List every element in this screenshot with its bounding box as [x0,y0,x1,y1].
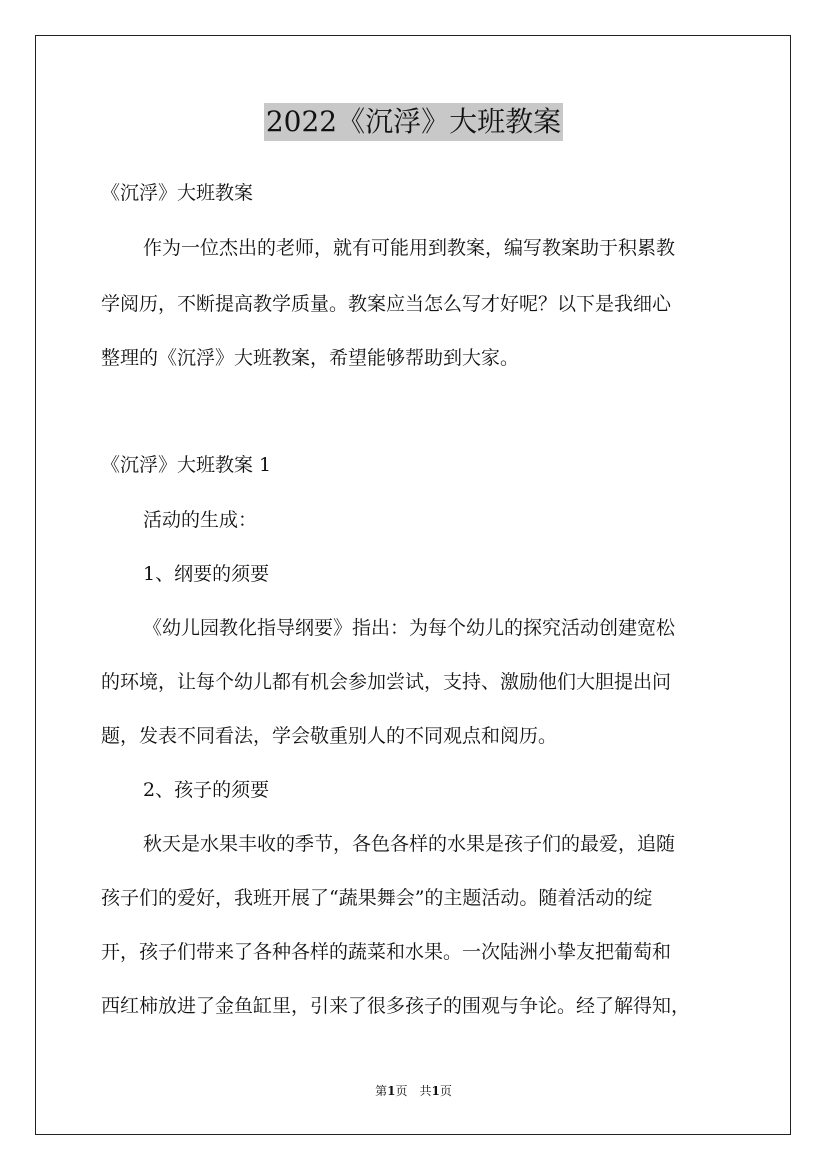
activity-heading: 活动的生成： [143,509,258,531]
document-title: 2022《沉浮》大班教案 [264,103,563,141]
point1-heading: 1、纲要的须要 [143,563,270,585]
point1-line-1: 《幼儿园教化指导纲要》指出：为每个幼儿的探究活动创建宽松 [143,617,676,639]
footer-page-number: 1 [387,1084,396,1098]
section1-heading: 《沉浮》大班教案 1 [101,454,272,476]
point1-line-3: 题，发表不同看法，学会敬重别人的不同观点和阅历。 [101,725,558,747]
point2-heading: 2、孩子的须要 [143,779,270,801]
point2-line-3: 开，孩子们带来了各种各样的蔬菜和水果。一次陆洲小挚友把葡萄和 [101,941,672,963]
intro-line-2: 学阅历，不断提高教学质量。教案应当怎么写才好呢？以下是我细心 [101,293,672,315]
point2-line-1: 秋天是水果丰收的季节，各色各样的水果是孩子们的最爱，追随 [143,833,676,855]
footer-mid: 页 共 [395,1084,432,1098]
intro-line-1: 作为一位杰出的老师，就有可能用到教案，编写教案助于积累教 [143,237,676,259]
footer-prefix: 第 [375,1084,388,1098]
title-wrap [0,103,827,141]
page-footer [0,1083,827,1099]
point2-line-2: 孩子们的爱好，我班开展了“蔬果舞会”的主题活动。随着活动的绽 [101,887,653,909]
intro-line-3: 整理的《沉浮》大班教案，希望能够帮助到大家。 [101,347,520,369]
point1-line-2: 的环境，让每个幼儿都有机会参加尝试，支持、激励他们大胆提出问 [101,671,672,693]
subtitle: 《沉浮》大班教案 [101,182,254,204]
point2-line-4: 西红柿放进了金鱼缸里，引来了很多孩子的围观与争论。经了解得知， [101,995,691,1017]
footer-suffix: 页 [439,1084,452,1098]
footer-total-pages: 1 [431,1084,440,1098]
